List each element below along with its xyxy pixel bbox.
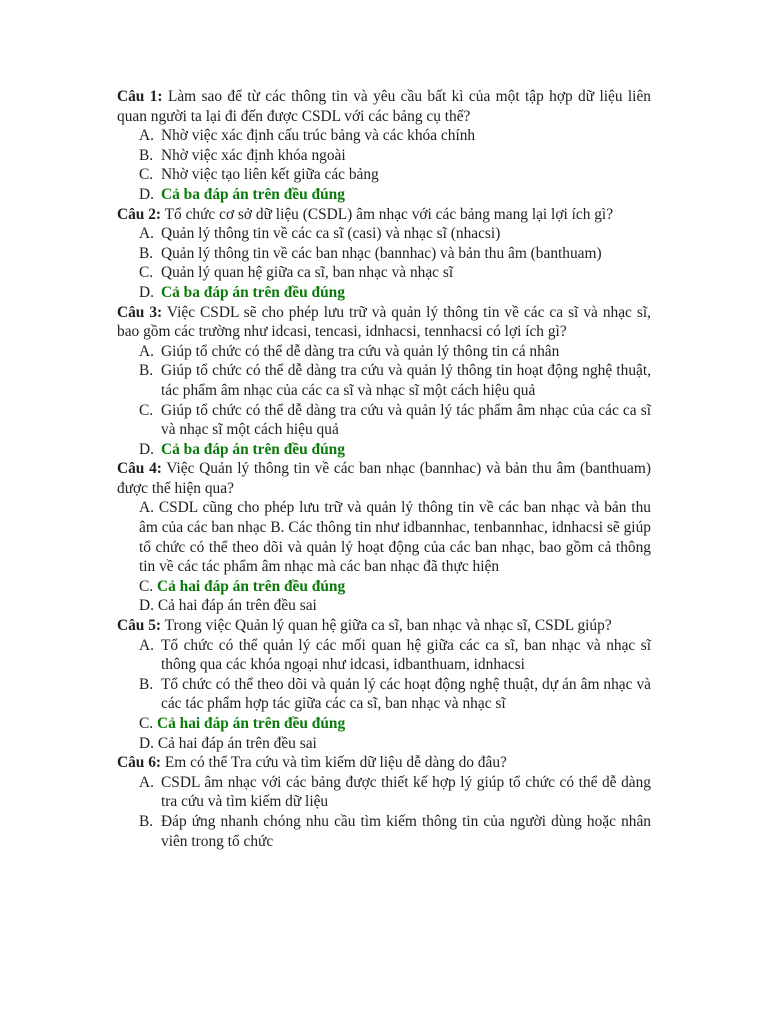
option-4ab xyxy=(139,498,651,576)
option-text: Nhờ việc xác định cấu trúc bảng và các khóa chính xyxy=(161,127,476,145)
question-label: Câu 6: xyxy=(117,754,162,772)
option-3d xyxy=(139,440,651,460)
option-6a xyxy=(139,773,651,812)
option-key: D. xyxy=(139,185,154,203)
correct-answer-text: Cả hai đáp án trên đều đúng xyxy=(156,577,346,595)
correct-answer-text: Cả ba đáp án trên đều đúng xyxy=(161,440,345,458)
option-key: B. xyxy=(139,812,154,830)
option-text: Giúp tổ chức có thể dễ dàng tra cứu và quản lý thông tin cá nhân xyxy=(161,342,560,360)
option-1a xyxy=(139,126,651,146)
question-label: Câu 1: xyxy=(117,88,163,105)
option-text: Tổ chức có thể theo dõi và quản lý các hoạt động nghệ thuật, dự án âm nhạc và các tác phẩm hợp tác giữa các ca sĩ, ban nhạc và nhạc sĩ xyxy=(161,675,651,713)
option-key: B. xyxy=(139,146,154,164)
option-4c xyxy=(139,577,651,597)
question-text: Em có thể Tra cứu và tìm kiếm dữ liệu dễ dàng do đâu? xyxy=(164,754,507,772)
question-label: Câu 3: xyxy=(117,303,163,321)
question-5 xyxy=(117,616,651,636)
option-3c xyxy=(139,401,651,440)
question-label: Câu 4: xyxy=(117,460,162,478)
option-key: B. xyxy=(139,362,154,380)
option-5d xyxy=(139,734,651,754)
option-3b xyxy=(139,361,651,400)
option-key: A. xyxy=(139,225,154,243)
option-text: Quản lý quan hệ giữa ca sĩ, ban nhạc và nhạc sĩ xyxy=(161,264,454,282)
option-4d xyxy=(139,596,651,616)
question-2 xyxy=(117,205,651,225)
option-key: D. xyxy=(139,597,154,615)
option-key: D. xyxy=(139,440,154,458)
option-1d xyxy=(139,185,651,205)
option-text: Giúp tổ chức có thể dễ dàng tra cứu và quản lý tác phẩm âm nhạc của các ca sĩ và nhạc sĩ một cách hiệu quả xyxy=(161,401,651,439)
option-key: B. xyxy=(270,519,285,537)
option-1c xyxy=(139,165,651,185)
question-3 xyxy=(117,303,651,342)
option-key: A. xyxy=(139,127,154,145)
option-key: A. xyxy=(139,773,154,791)
question-4 xyxy=(117,459,651,498)
option-6b xyxy=(139,812,651,851)
option-2d xyxy=(139,283,651,303)
option-text: Cả hai đáp án trên đều sai xyxy=(157,597,317,615)
option-key: A. xyxy=(139,342,154,360)
question-text: Trong việc Quản lý quan hệ giữa ca sĩ, ban nhạc và nhạc sĩ, CSDL giúp? xyxy=(164,617,612,635)
option-key: C. xyxy=(139,577,154,595)
option-5a xyxy=(139,636,651,675)
question-1 xyxy=(117,87,651,126)
option-key: B. xyxy=(139,675,154,693)
option-text: Quản lý thông tin về các ban nhạc (bannhac) và bản thu âm (banthuam) xyxy=(161,244,602,262)
document-page xyxy=(117,87,651,851)
option-2a xyxy=(139,224,651,244)
option-key: C. xyxy=(139,264,154,282)
option-key: D. xyxy=(139,734,154,752)
option-5b xyxy=(139,675,651,714)
correct-answer-text: Cả ba đáp án trên đều đúng xyxy=(161,185,345,203)
correct-answer-text: Cả hai đáp án trên đều đúng xyxy=(156,715,346,732)
option-text: Cả hai đáp án trên đều sai xyxy=(157,734,317,752)
question-6 xyxy=(117,753,651,773)
option-1b xyxy=(139,146,651,166)
option-2b xyxy=(139,244,651,264)
option-key: A. xyxy=(139,499,154,517)
option-text: CSDL âm nhạc với các bảng được thiết kế hợp lý giúp tổ chức có thể dễ dàng tra cứu và tìm kiếm dữ liệu xyxy=(161,773,651,811)
option-text: CSDL cũng cho phép lưu trữ và quản lý thông tin về các ban nhạc và bản thu âm của các ban nhạc xyxy=(139,499,651,537)
option-text: Các thông tin như idbannhac, tenbannhac, idnhacsi sẽ giúp tổ chức có thể theo dõi và quản lý hoạt động của các ban nhạc, bao gồm cả thông tin về các tác phẩm âm nhạc mà các ban nhạc đã thực hiện xyxy=(139,519,651,576)
option-text: Tổ chức có thể quản lý các mối quan hệ giữa các ca sĩ, ban nhạc và nhạc sĩ thông qua các khóa ngoại như idcasi, idbanthuam, idnhacsi xyxy=(161,636,651,674)
question-label: Câu 2: xyxy=(117,205,162,223)
question-label: Câu 5: xyxy=(117,617,162,635)
option-text: Quản lý thông tin về các ca sĩ (casi) và nhạc sĩ (nhacsi) xyxy=(161,225,501,243)
correct-answer-text: Cả ba đáp án trên đều đúng xyxy=(161,283,345,301)
option-5c xyxy=(139,714,651,734)
option-3a xyxy=(139,342,651,362)
option-text: Nhờ việc tạo liên kết giữa các bảng xyxy=(161,166,379,184)
option-text: Giúp tổ chức có thể dễ dàng tra cứu và quản lý thông tin hoạt động nghệ thuật, tác phẩm âm nhạc của các ca sĩ và nhạc sĩ một cách hiệu quả xyxy=(161,362,651,399)
question-text: Làm sao để từ các thông tin và yêu cầu bất kì của một tập hợp dữ liệu liên quan người ta lại đi đến được CSDL với các bảng cụ thể? xyxy=(117,88,651,125)
option-text: Đáp ứng nhanh chóng nhu cầu tìm kiếm thông tin của người dùng hoặc nhân viên trong tổ chức xyxy=(161,812,651,850)
option-key: B. xyxy=(139,244,154,262)
option-text: Nhờ việc xác định khóa ngoài xyxy=(161,146,346,164)
question-text: Việc Quản lý thông tin về các ban nhạc (bannhac) và bản thu âm (banthuam) được thể hiện qua? xyxy=(117,460,651,497)
option-key: C. xyxy=(139,401,154,419)
option-key: C. xyxy=(139,166,154,184)
option-key: C. xyxy=(139,715,154,732)
option-key: A. xyxy=(139,636,154,654)
question-text: Tổ chức cơ sở dữ liệu (CSDL) âm nhạc với các bảng mang lại lợi ích gì? xyxy=(164,205,614,223)
option-2c xyxy=(139,263,651,283)
question-text: Việc CSDL sẽ cho phép lưu trữ và quản lý thông tin về các ca sĩ và nhạc sĩ, bao gồm các trường như idcasi, tencasi, idnhacsi, tennhacsi có lợi ích gì? xyxy=(117,303,651,341)
option-key: D. xyxy=(139,283,154,301)
